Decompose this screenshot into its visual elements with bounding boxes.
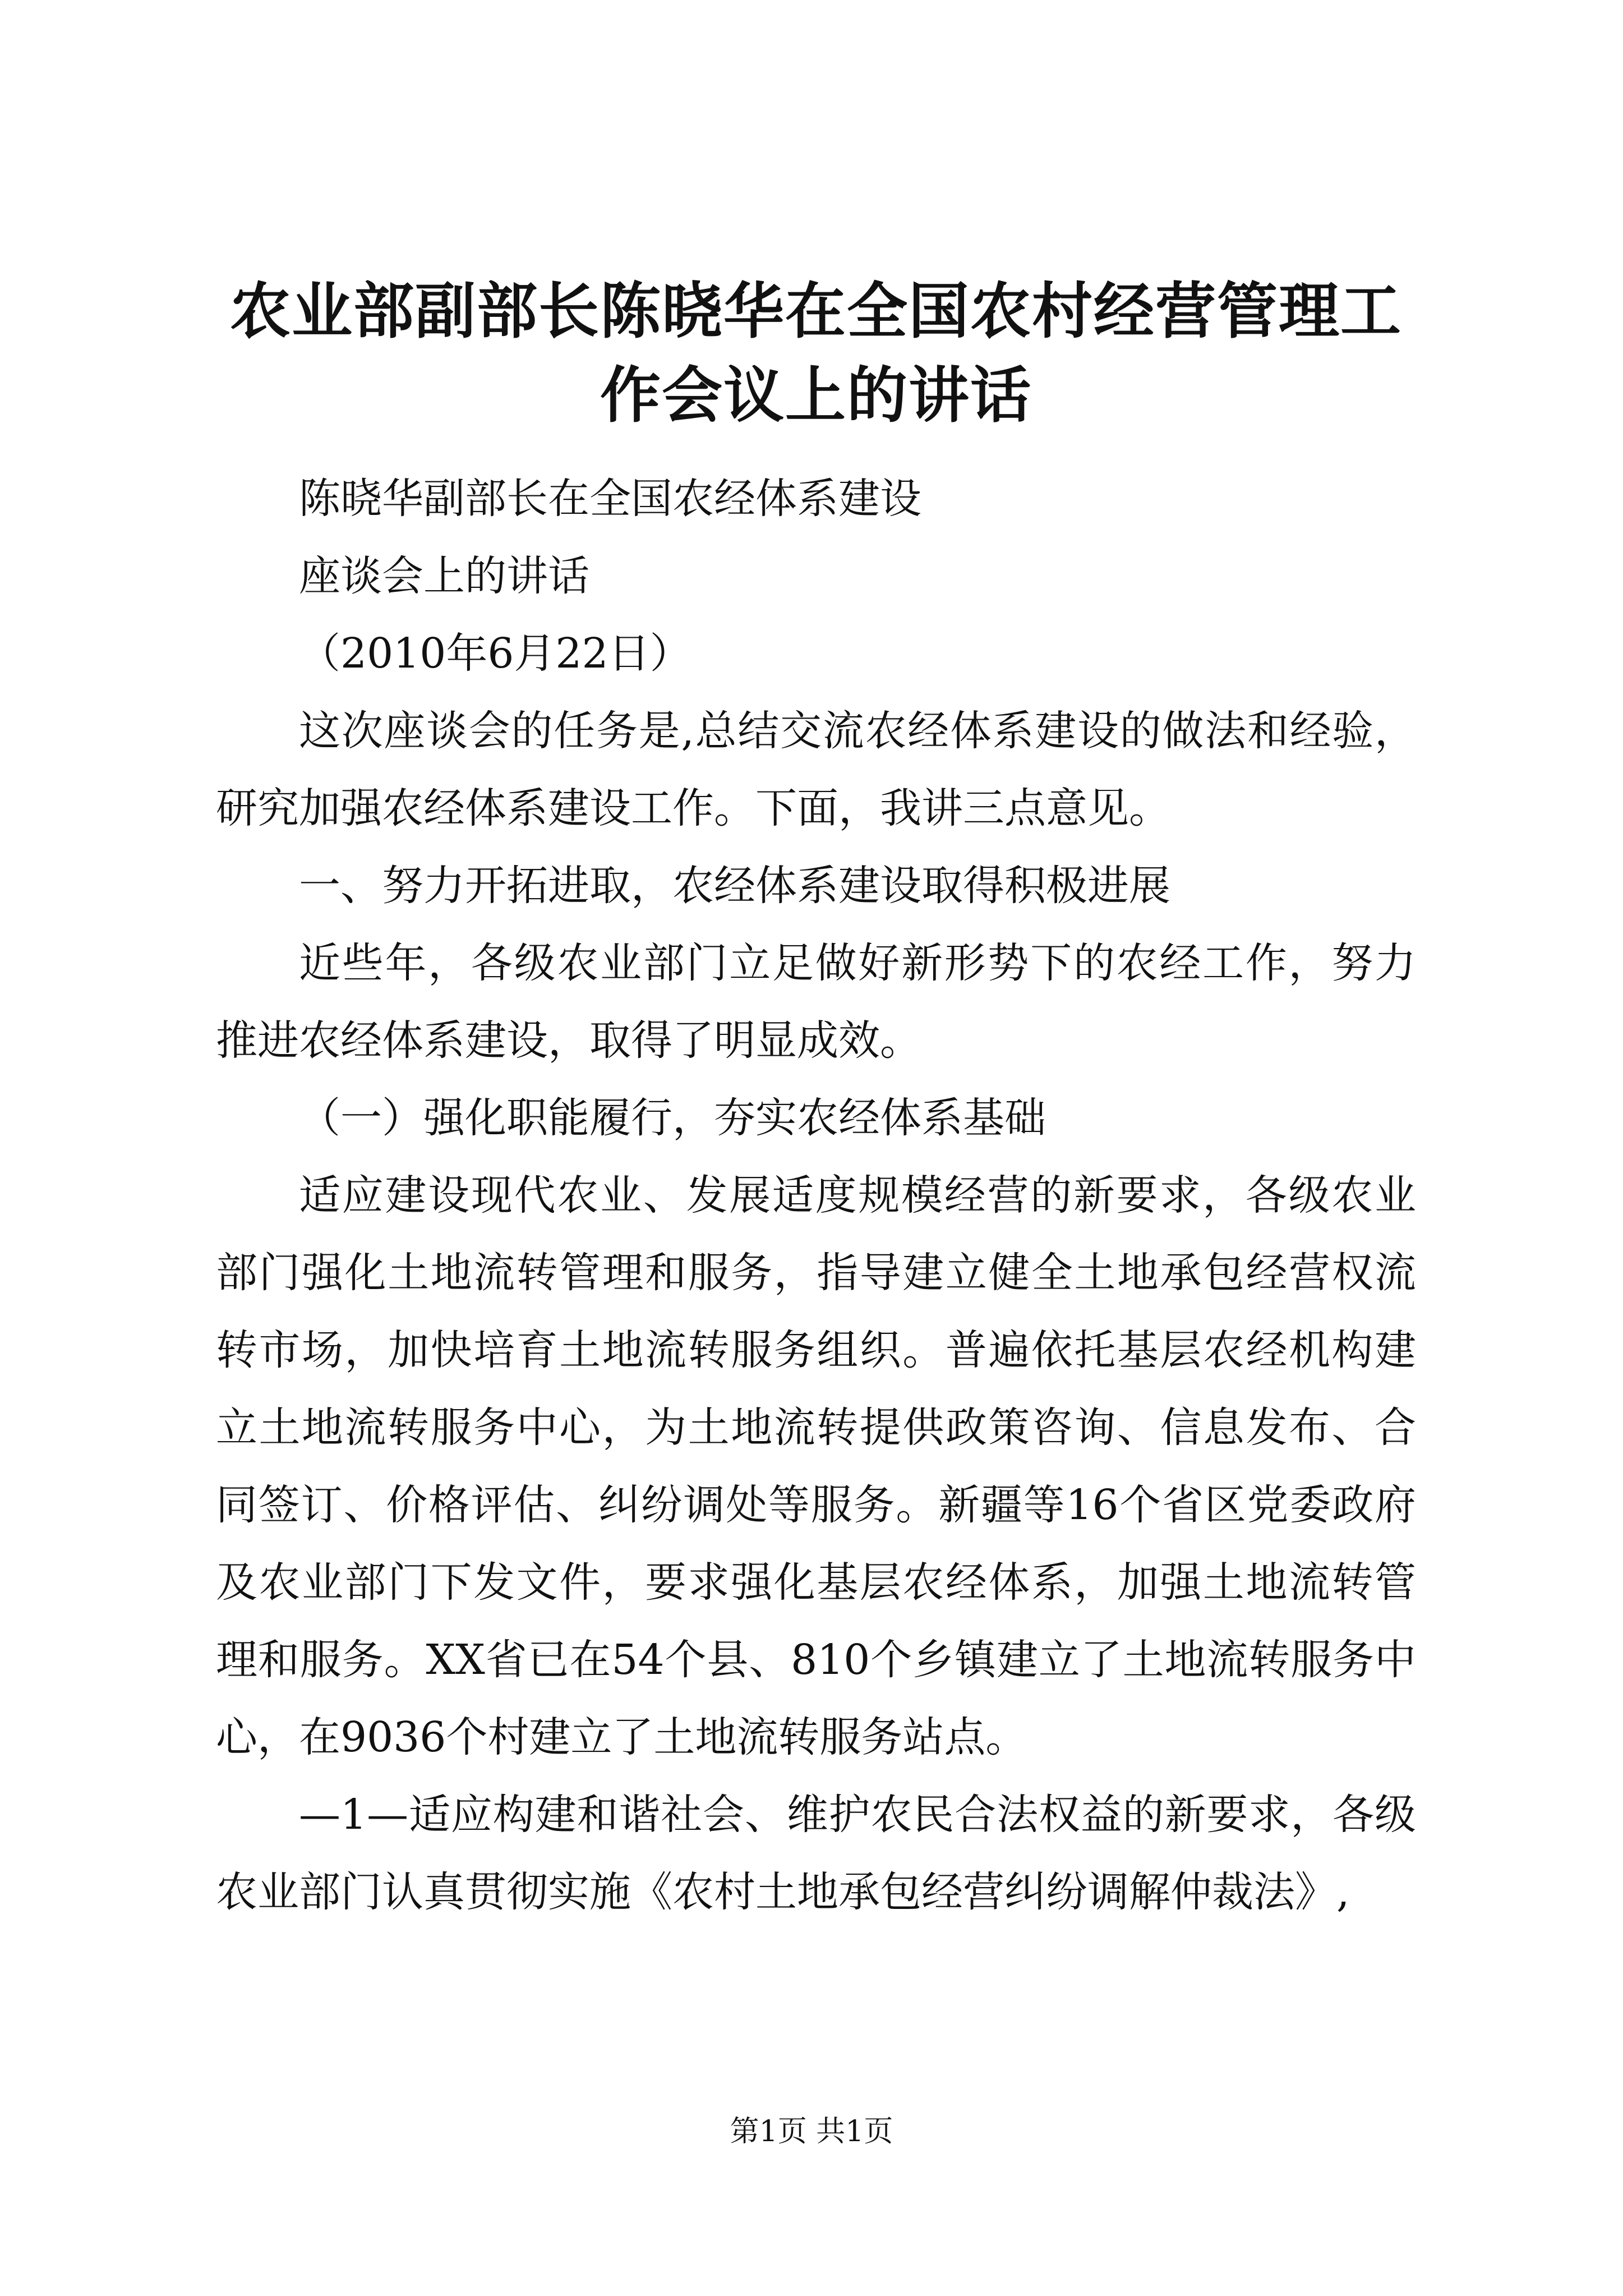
- date-line: （2010年6月22日）: [299, 629, 691, 678]
- page-number-footer: 第1页 共1页: [730, 2115, 893, 2148]
- speaker-line: 陈晓华副部长在全国农经体系建设: [299, 475, 921, 523]
- body-paragraph: 近些年，各级农业部门立足做好新形势下的农经工作，努力推进农经体系建设，取得了明显成效。: [216, 939, 1416, 1065]
- occasion-line: 座谈会上的讲话: [299, 552, 589, 600]
- document-body: [216, 269, 1416, 1931]
- intro-paragraph: 这次座谈会的任务是,总结交流农经体系建设的做法和经验，研究加强农经体系建设工作。下面，我讲三点意见。: [216, 707, 1416, 832]
- body-paragraph: 适应建设现代农业、发展适度规模经营的新要求，各级农业部门强化土地流转管理和服务，指导建立健全土地承包经营权流转市场，加快培育土地流转服务组织。普遍依托基层农经机构建立土地流转服务中心，为土地流转提供政策咨询、信息发布、合同签订、价格评估、纠纷调处等服务。新疆等16个省区党委政府及农业部门下发文件，要求强化基层农经体系，加强土地流转管理和服务。XX省已在54个县、810个乡镇建立了土地流转服务中心，在9036个村建立了土地流转服务站点。: [216, 1171, 1416, 1761]
- section-heading-1: 一、努力开拓进取，农经体系建设取得积极进展: [299, 862, 1170, 910]
- document-title: 农业部副部长陈晓华在全国农村经营管理工作会议上的讲话: [229, 276, 1402, 431]
- body-paragraph: —1—适应构建和谐社会、维护农民合法权益的新要求，各级农业部门认真贯彻实施《农村土地承包经营纠纷调解仲裁法》,: [216, 1791, 1416, 1916]
- subsection-heading-1: （一）强化职能履行，夯实农经体系基础: [299, 1094, 1046, 1142]
